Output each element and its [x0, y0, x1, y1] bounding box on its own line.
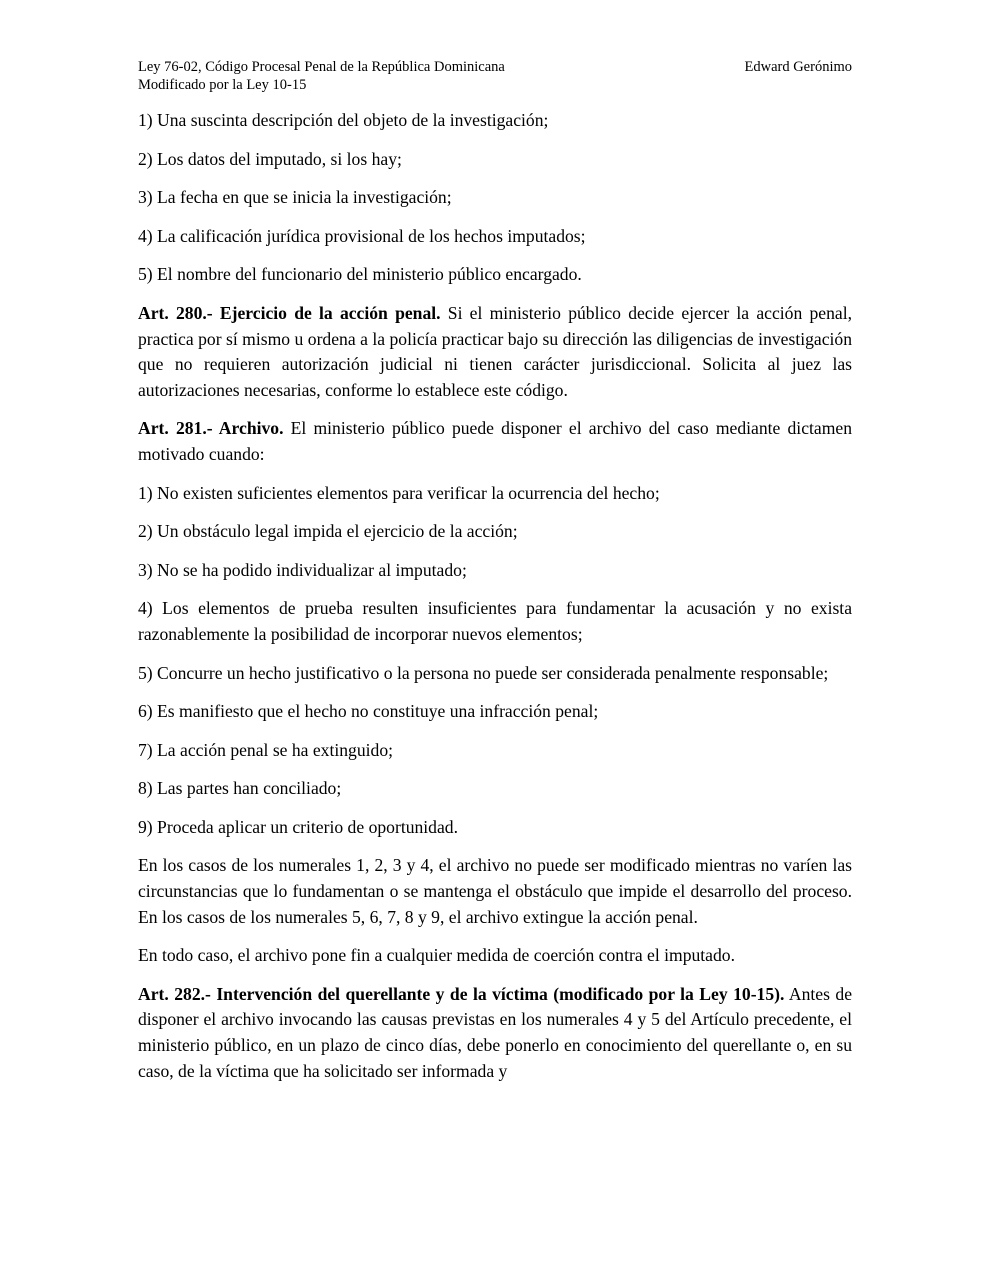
header-title-line2: Modificado por la Ley 10-15 [138, 77, 307, 93]
list-item: 5) Concurre un hecho justificativo o la persona no puede ser considerada penalmente responsable; [138, 662, 829, 683]
list-item: 3) No se ha podido individualizar al imputado; [138, 559, 467, 580]
list-item: 4) Los elementos de prueba resulten insuficientes para fundamentar la acusación y no exista razonablemente la posibilidad de incorporar nuevos elementos; [138, 598, 852, 644]
list-item: 2) Los datos del imputado, si los hay; [138, 148, 402, 169]
article-280: Art. 280.- Ejercicio de la acción penal. Si el ministerio público decide ejercer la acción penal, practica por sí mismo u ordena a la policía practicar bajo su dirección las diligencias de investigación que no requieren autorización judicial ni tienen carácter jurisdiccional. Solicita al juez las autorizaciones necesarias, conforme lo establece este código. [138, 302, 852, 400]
list-item: 8) Las partes han conciliado; [138, 778, 342, 799]
list-item: 6) Es manifiesto que el hecho no constituye una infracción penal; [138, 701, 599, 722]
list-item: 1) No existen suficientes elementos para verificar la ocurrencia del hecho; [138, 482, 660, 503]
header-author: Edward Gerónimo [744, 59, 852, 75]
list-item: 2) Un obstáculo legal impida el ejercicio de la acción; [138, 521, 518, 542]
list-item: 5) El nombre del funcionario del ministerio público encargado. [138, 264, 582, 285]
article-282: Art. 282.- Intervención del querellante y de la víctima (modificado por la Ley 10-15). Antes de disponer el archivo invocando las causas previstas en los numerales 4 y 5 del Artículo precedente, el ministerio público, en un plazo de cinco días, debe ponerlo en conocimiento del querellante o, en su caso, de la víctima que ha solicitado ser informada y [138, 983, 852, 1081]
article-heading: Art. 281.- Archivo. [138, 418, 284, 439]
document-body [138, 108, 852, 1084]
article-281: Art. 281.- Archivo. El ministerio público puede disponer el archivo del caso mediante dictamen motivado cuando: [138, 418, 852, 464]
list-item: 9) Proceda aplicar un criterio de oportunidad. [138, 816, 458, 837]
body-paragraph: En los casos de los numerales 1, 2, 3 y 4, el archivo no puede ser modificado mientras no varíen las circunstancias que lo fundamentan o se mantenga el obstáculo que impide el desarrollo del proceso. En los casos de los numerales 5, 6, 7, 8 y 9, el archivo extingue la acción penal. [138, 855, 852, 927]
article-heading: Art. 282.- Intervención del querellante y de la víctima (modificado por la Ley 10-15). [138, 983, 785, 1004]
article-heading: Art. 280.- Ejercicio de la acción penal. [138, 302, 441, 323]
list-item: 1) Una suscinta descripción del objeto de la investigación; [138, 110, 549, 130]
list-item: 7) La acción penal se ha extinguido; [138, 739, 394, 760]
page-header [138, 58, 852, 94]
document-page [138, 58, 852, 1097]
header-title-line1: Ley 76-02, Código Procesal Penal de la República Dominicana [138, 59, 505, 75]
list-item: 4) La calificación jurídica provisional de los hechos imputados; [138, 225, 586, 246]
list-item: 3) La fecha en que se inicia la investigación; [138, 187, 452, 208]
body-paragraph: En todo caso, el archivo pone fin a cualquier medida de coerción contra el imputado. [138, 945, 735, 966]
